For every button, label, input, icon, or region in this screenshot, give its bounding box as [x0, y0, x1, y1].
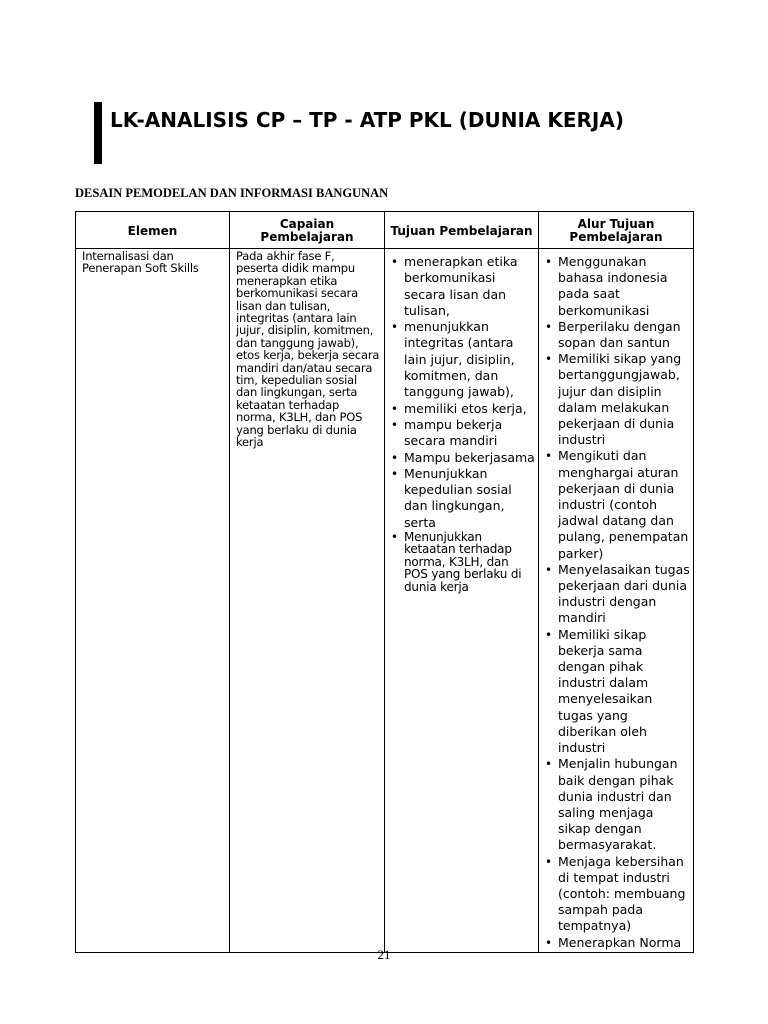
analysis-table — [75, 211, 694, 953]
header-elemen: Elemen — [76, 212, 230, 249]
tujuan-list — [386, 250, 537, 593]
tujuan-item: • Menunjukkan kepedulian sosial dan lingkungan, serta — [386, 466, 535, 531]
alur-item: • Menyelasaikan tugas pekerjaan dari dunia industri dengan mandiri — [540, 562, 690, 627]
section-subtitle: DESAIN PEMODELAN DAN INFORMASI BANGUNAN — [75, 186, 389, 200]
tujuan-item: • Menunjukkan ketaatan terhadap norma, K3LH, dan POS yang berlaku di dunia kerja — [386, 531, 535, 593]
alur-item: • Memiliki sikap yang bertanggungjawab, jujur dan disiplin dalam melakukan pekerjaan di dunia industri — [540, 351, 690, 448]
header-alur: Alur Tujuan Pembelajaran — [539, 212, 694, 249]
table-row — [76, 249, 694, 953]
tujuan-item: • Mampu bekerjasama — [386, 450, 535, 466]
tujuan-item: • menunjukkan integritas (antara lain jujur, disiplin, komitmen, dan tanggung jawab), — [386, 319, 535, 400]
cell-elemen: Internalisasi dan Penerapan Soft Skills — [76, 249, 230, 953]
alur-item: • Menjaga kebersihan di tempat industri (contoh: membuang sampah pada tempatnya) — [540, 854, 690, 935]
tujuan-item: • mampu bekerja secara mandiri — [386, 417, 535, 450]
tujuan-item: • menerapkan etika berkomunikasi secara lisan dan tulisan, — [386, 254, 535, 319]
page-title: LK-ANALISIS CP – TP - ATP PKL (DUNIA KERJA) — [110, 108, 624, 132]
tujuan-item: • memiliki etos kerja, — [386, 401, 535, 417]
alur-item: • Menjalin hubungan baik dengan pihak dunia industri dan saling menjaga sikap dengan bermasyarakat. — [540, 756, 690, 853]
cell-capaian: Pada akhir fase F, peserta didik mampu menerapkan etika berkomunikasi secara lisan dan tulisan, integritas (antara lain jujur, disiplin, komitmen, dan tanggung jawab), etos kerja, bekerja secara mandiri dan/atau secara tim, kepedulian sosial dan lingkungan, serta ketaatan terhadap norma, K3LH, dan POS yang berlaku di dunia kerja — [230, 249, 385, 953]
header-tujuan: Tujuan Pembelajaran — [385, 212, 539, 249]
alur-item: • Berperilaku dengan sopan dan santun — [540, 319, 690, 351]
page-number: 21 — [377, 947, 391, 962]
alur-list — [540, 250, 692, 951]
alur-item: • Memiliki sikap bekerja sama dengan pihak industri dalam menyelesaikan tugas yang diberikan oleh industri — [540, 627, 690, 757]
alur-item: • Mengikuti dan menghargai aturan pekerjaan di dunia industri (contoh jadwal datang dan pulang, penempatan parker) — [540, 448, 690, 561]
table-header-row — [76, 212, 694, 249]
header-capaian: Capaian Pembelajaran — [230, 212, 385, 249]
alur-item: • Menerapkan Norma — [540, 935, 690, 951]
title-accent-bar — [94, 102, 102, 164]
alur-item: • Menggunakan bahasa indonesia pada saat berkomunikasi — [540, 254, 690, 319]
cell-alur — [539, 249, 694, 953]
cell-tujuan — [385, 249, 539, 953]
